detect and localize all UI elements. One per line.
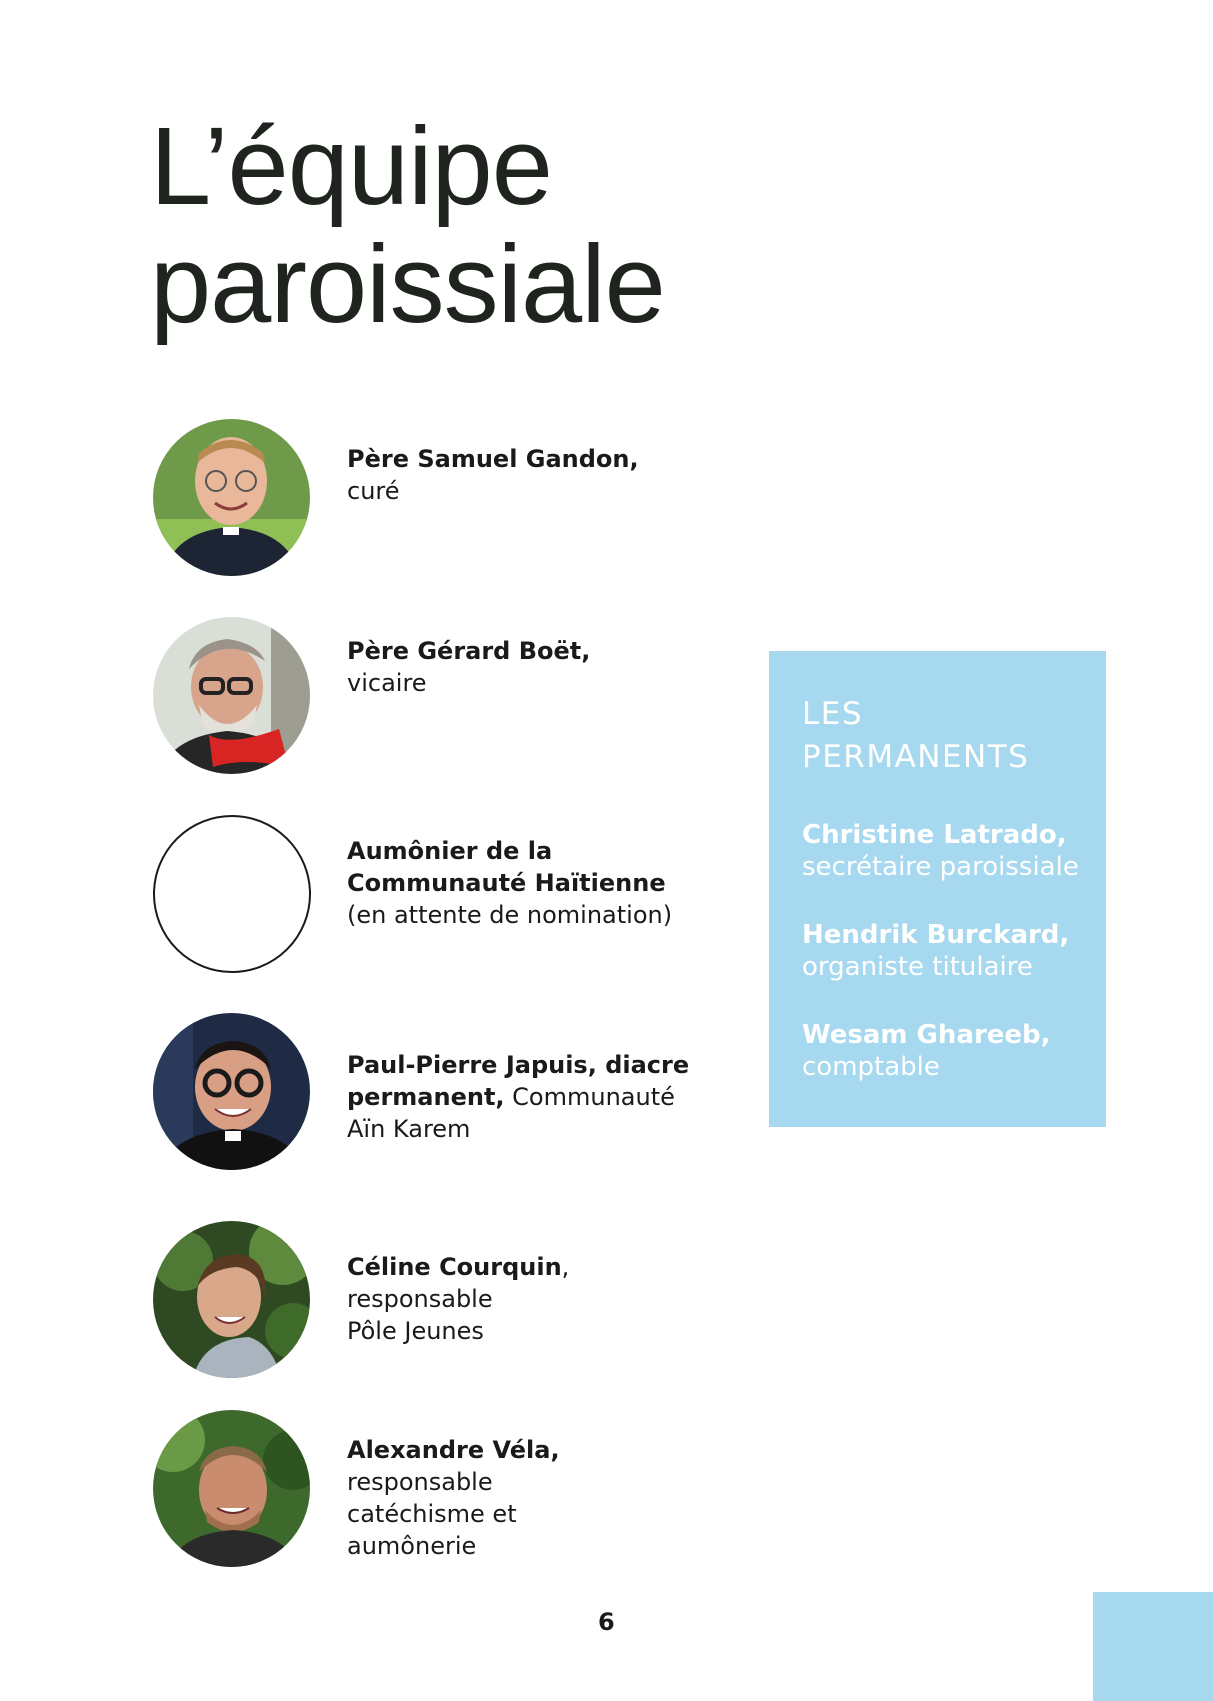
- member-role: vicaire: [347, 669, 427, 697]
- title-line-2: paroissiale: [150, 223, 665, 346]
- member-note: (en attente de nomination): [347, 901, 673, 929]
- permanent-role: comptable: [802, 1052, 940, 1082]
- member-role-line-2: catéchisme et: [347, 1500, 517, 1528]
- member-name: Père Samuel Gandon,: [347, 445, 639, 473]
- member-text: [347, 1434, 560, 1562]
- member-text: [347, 443, 639, 507]
- permanents-heading-line-1: LES: [802, 696, 864, 732]
- member-name-line-1: Paul-Pierre Japuis, diacre: [347, 1051, 690, 1079]
- member-text: [347, 1251, 569, 1347]
- member-celine-courquin: [153, 1221, 713, 1386]
- member-name: Céline Courquin: [347, 1253, 562, 1281]
- avatar-photo: [153, 1221, 310, 1378]
- member-role-line-2: Pôle Jeunes: [347, 1317, 484, 1345]
- permanent-item: [802, 1019, 1051, 1083]
- avatar-photo: [153, 419, 310, 576]
- member-samuel-gandon: [153, 419, 713, 584]
- member-paul-pierre-japuis: [153, 1013, 713, 1178]
- member-name-line-2: Communauté Haïtienne: [347, 869, 666, 897]
- page-title: [150, 105, 665, 346]
- member-text: [347, 1049, 689, 1145]
- avatar-photo: [153, 617, 310, 774]
- permanents-box: [769, 651, 1106, 1127]
- permanent-name: Hendrik Burckard,: [802, 920, 1070, 950]
- member-name: Père Gérard Boët,: [347, 637, 591, 665]
- avatar-placeholder: [153, 815, 311, 973]
- avatar-photo: [153, 1410, 310, 1567]
- member-comma: ,: [561, 1253, 570, 1281]
- member-name-line-1: Aumônier de la: [347, 837, 553, 865]
- member-role-line-3: aumônerie: [347, 1532, 477, 1560]
- permanents-heading-line-2: PERMANENTS: [802, 739, 1030, 775]
- member-role-line-1: responsable: [347, 1468, 493, 1496]
- corner-accent-block: [1093, 1592, 1213, 1701]
- member-name-role-line: [347, 1081, 689, 1113]
- member-gerard-boet: [153, 617, 713, 782]
- member-aumonier-haitien: [153, 815, 713, 980]
- member-text: [347, 635, 590, 699]
- title-line-1: L’équipe: [150, 105, 552, 228]
- permanent-item: [802, 819, 1079, 883]
- member-text: [347, 835, 672, 931]
- permanents-heading: [802, 693, 1029, 779]
- member-role-inline: Communauté: [504, 1083, 675, 1111]
- permanent-role: secrétaire paroissiale: [802, 852, 1079, 882]
- member-alexandre-vela: [153, 1410, 713, 1575]
- permanent-name: Christine Latrado,: [802, 820, 1067, 850]
- member-role-line-2: Aïn Karem: [347, 1115, 471, 1143]
- member-name-line: [347, 1251, 569, 1283]
- permanent-role: organiste titulaire: [802, 952, 1033, 982]
- page-number: 6: [598, 1608, 615, 1636]
- member-name: Alexandre Véla,: [347, 1436, 560, 1464]
- member-role: curé: [347, 477, 400, 505]
- permanent-name: Wesam Ghareeb,: [802, 1020, 1051, 1050]
- avatar-photo: [153, 1013, 310, 1170]
- member-role-line-1: responsable: [347, 1285, 493, 1313]
- member-name-line-2: permanent,: [347, 1083, 505, 1111]
- permanent-item: [802, 919, 1069, 983]
